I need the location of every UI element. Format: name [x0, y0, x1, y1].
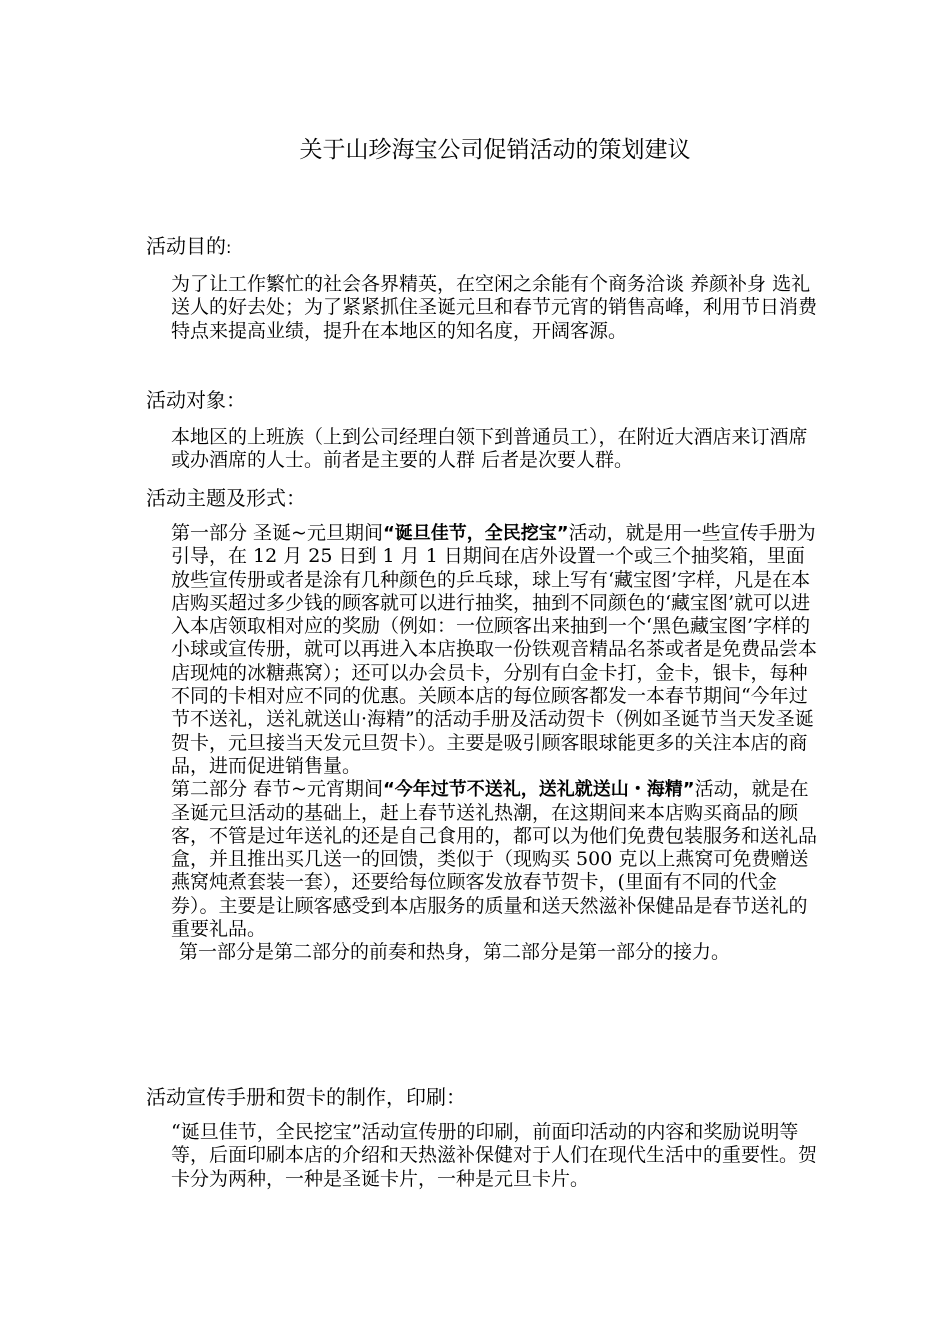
paragraph: “诞旦佳节，全民挖宝”活动宣传册的印刷，前面印活动的内容和奖励说明等等，后面印刷本店的介绍和天热滋补保健对于人们在现代生活中的重要性。贺卡分为两种，一种是圣诞卡片，一种是元旦卡片。: [171, 1121, 818, 1190]
paragraph: 本地区的上班族（上到公司经理白领下到普通员工），在附近大酒店来订酒席或办酒席的人士。前者是主要的人群 后者是次要人群。: [171, 426, 808, 472]
section-heading-audience: 活动对象：: [146, 388, 246, 412]
section-body-theme: [171, 522, 819, 965]
section-heading-purpose: [146, 231, 231, 263]
section-body-printing: [171, 1121, 819, 1191]
part-two-body: 活动，就是在圣诞元旦活动的基础上，赶上春节送礼热潮，在这期间来本店购买商品的顾客，不管是过年送礼的还是自己食用的，都可以为他们免费包装服务和送礼品盒，并且推出买几送一的回馈，类似于（现购买 500 克以上燕窝可免费赠送燕窝炖煮套装一套），还要给每位顾客发放春节贺卡，(里面有不同的代金券）。主要是让顾客感受到本店服务的质量和送天然滋补保健品是春节送礼的重要礼品。: [171, 778, 818, 941]
section-heading-printing: 活动宣传手册和贺卡的制作，印刷：: [146, 1085, 466, 1109]
section-body-audience: [171, 426, 819, 473]
document-title: 关于山珍海宝公司促销活动的策划建议: [299, 137, 691, 163]
part-one-prefix: 第一部分 圣诞~元旦期间: [171, 522, 383, 544]
part-two-theme: “今年过节不送礼，送礼就送山・海精”: [382, 779, 695, 801]
heading-colon: :: [226, 238, 232, 257]
section-heading-theme: 活动主题及形式：: [146, 486, 306, 510]
part-one-theme: “诞旦佳节，全民挖宝”: [382, 523, 569, 544]
section-body-purpose: [171, 273, 819, 343]
closing-paragraph: 第一部分是第二部分的前奏和热身，第二部分是第一部分的接力。: [179, 941, 731, 964]
paragraph: 为了让工作繁忙的社会各界精英，在空闲之余能有个商务洽谈 养颜补身 选礼送人的好去处；为了紧紧抓住圣诞元旦和春节元宵的销售高峰，利用节日消费特点来提高业绩，提升在本地区的知名度，开阔客源。: [171, 273, 818, 342]
heading-text: 活动目的: [146, 234, 226, 258]
part-one-paragraph: [171, 522, 819, 778]
part-one-body: 活动，就是用一些宣传手册为引导，在 12 月 25 日到 1 月 1 日期间在店外设置一个或三个抽奖箱，里面放些宣传册或者是涂有几种颜色的乒乓球，球上写有‘藏宝图’字样，凡是在本店购买超过多少钱的顾客就可以进行抽奖，抽到不同颜色的‘藏宝图’就可以进入本店领取相对应的奖励（例如：一位顾客出来抽到一个‘黑色藏宝图’字样的小球或宣传册，就可以再进入本店换取一份铁观音精品名茶或者是免费品尝本店现炖的冰糖燕窝）；还可以办会员卡，分别有白金卡打，金卡，银卡，每种不同的卡相对应不同的优惠。关顾本店的每位顾客都发一本春节期间“今年过节不送礼，送礼就送山·海精”的活动手册及活动贺卡（例如圣诞节当天发圣诞贺卡，元旦接当天发元旦贺卡）。主要是吸引顾客眼球能更多的关注本店的商品，进而促进销售量。: [171, 522, 818, 777]
part-two-prefix: 第二部分 春节~元宵期间: [171, 778, 383, 801]
part-two-paragraph: [171, 778, 819, 941]
